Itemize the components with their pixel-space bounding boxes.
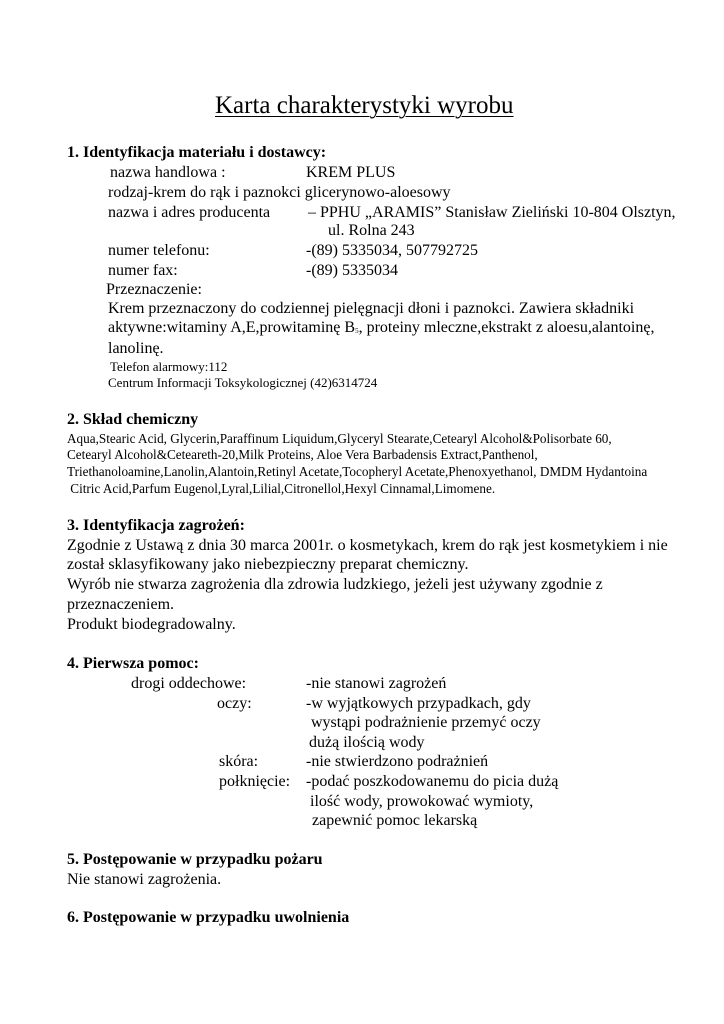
section-2-heading: 2. Skład chemiczny [67,411,199,428]
purpose-label: Przeznaczenie: [106,281,202,298]
product-type: rodzaj-krem do rąk i paznokci glicerynowo-aloesowy [108,184,451,201]
chem-line-4: Citric Acid,Parfum Eugenol,Lyral,Lilial,Citronellol,Hexyl Cinnamal,Limomene. [67,481,496,496]
skin-value: -nie stwierdzono podrażnień [306,753,489,770]
chem-line-3: Triethanoloamine,Lanolin,Alantoin,Retinyl Acetate,Tocopheryl Acetate,Phenoxyethanol, DMDM Hydantoina [67,464,648,479]
producer-value-line-1: – PPHU „ARAMIS” Stanisław Zieliński 10-804 Olsztyn, [308,204,676,221]
section-6-heading: 6. Postępowanie w przypadku uwolnienia [67,909,350,926]
hazard-line-5: Produkt biodegradowalny. [67,616,236,633]
toxicology-center: Centrum Informacji Toksykologicznej (42)6314724 [108,375,378,390]
phone-value: -(89) 5335034, 507792725 [306,242,478,259]
hazard-line-1: Zgodnie z Ustawą z dnia 30 marca 2001r. o kosmetykach, krem do rąk jest kosmetykiem i nie [67,537,668,554]
section-5-heading: 5. Postępowanie w przypadku pożaru [67,851,323,868]
producer-label: nazwa i adres producenta [108,204,271,221]
producer-value-line-2: ul. Rolna 243 [328,222,415,239]
purpose-line-2 [108,320,654,336]
purpose-line-1: Krem przeznaczony do codziennej pielęgnacji dłoni i paznokci. Zawiera składniki [108,300,635,317]
eyes-line-1: -w wyjątkowych przypadkach, gdy [306,695,531,712]
hazard-line-4: przeznaczeniem. [67,596,175,613]
swallow-line-2: ilość wody, prowokować wymioty, [310,793,534,810]
skin-label: skóra: [219,753,259,770]
purpose-line-2-subscript: 5 [355,327,359,335]
chem-line-1: Aqua,Stearic Acid, Glycerin,Paraffinum Liquidum,Glyceryl Stearate,Cetearyl Alcohol&Polisorbate 60, [67,431,612,446]
swallow-label: połknięcie: [219,773,291,790]
fire-text: Nie stanowi zagrożenia. [67,871,222,888]
eyes-label: oczy: [217,695,252,712]
hazard-line-2: został sklasyfikowany jako niebezpieczny preparat chemiczny. [67,556,469,573]
eyes-line-3: dużą ilością wody [309,734,425,751]
purpose-line-3: lanolinę. [108,340,164,357]
swallow-line-3: zapewnić pomoc lekarską [312,812,478,829]
section-4-heading: 4. Pierwsza pomoc: [67,655,199,672]
chem-line-2: Cetearyl Alcohol&Ceteareth-20,Milk Proteins, Aloe Vera Barbadensis Extract,Panthenol, [67,447,538,462]
section-1-heading: 1. Identyfikacja materiału i dostawcy: [67,144,327,161]
airways-value: -nie stanowi zagrożeń [306,675,447,692]
trade-name-value: KREM PLUS [306,164,396,181]
trade-name-label: nazwa handlowa : [110,164,226,181]
section-3-heading: 3. Identyfikacja zagrożeń: [67,517,245,534]
fax-label: numer fax: [108,262,178,279]
purpose-line-2a: aktywne:witaminy A,E,prowitaminę B [108,319,356,336]
phone-label: numer telefonu: [108,242,210,259]
swallow-line-1: -podać poszkodowanemu do picia dużą [306,773,559,790]
document-title: Karta charakterystyki wyrobu [215,92,514,119]
airways-label: drogi oddechowe: [131,675,247,692]
purpose-line-2b: , proteiny mleczne,ekstrakt z aloesu,alantoinę, [358,319,655,336]
hazard-line-3: Wyrób nie stwarza zagrożenia dla zdrowia ludzkiego, jeżeli jest używany zgodnie z [67,576,603,593]
alarm-phone: Telefon alarmowy:112 [110,359,228,374]
fax-value: -(89) 5335034 [306,262,398,279]
eyes-line-2: wystąpi podrażnienie przemyć oczy [311,714,541,731]
